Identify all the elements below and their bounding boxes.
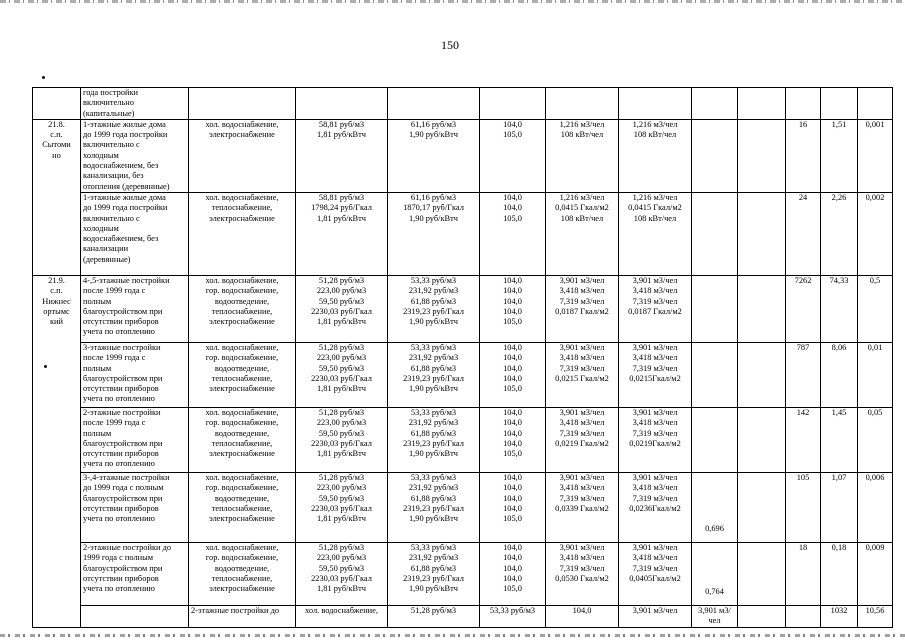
page-number: 150 [441, 38, 459, 52]
col10-cell [738, 407, 786, 472]
col13-cell: 0,002 [858, 192, 893, 275]
norm-2-cell: 1,216 м3/чел 0,0415 Гкал/м2 108 кВт/чел [619, 192, 692, 275]
tariff-2017-cell [388, 88, 480, 120]
tariff-2017-cell: 61,16 руб/м3 1870,17 руб/Гкал 1,90 руб/кВтч [388, 192, 480, 275]
services-cell: хол. водоснабжение, гор. водоснабжение, водоотведение, теплоснабжение, электроснабжение [189, 542, 296, 605]
norm-1-cell: 3,901 м3/чел [619, 605, 692, 627]
tariff-2016-cell: 51,28 руб/м3 [388, 605, 480, 627]
col13-cell: 0,009 [858, 542, 893, 605]
category-cell: 4-,5-этажные постройки после 1999 года с полным благоустройством при отсутствии приборов учета по отоплению [81, 275, 189, 342]
tariff-2017-cell: 61,16 руб/м3 1,90 руб/кВтч [388, 119, 480, 192]
col11-cell: 105 [786, 472, 821, 542]
settlement-cell [81, 605, 189, 627]
norm-1-cell: 3,901 м3/чел 3,418 м3/чел 7,319 м3/чел 0,0219 Гкал/м2 [546, 407, 619, 472]
col10-cell [738, 342, 786, 407]
tariff-2017-cell: 53,33 руб/м3 231,92 руб/м3 61,88 руб/м3 2319,23 руб/Гкал 1,90 руб/кВтч [388, 275, 480, 342]
category-cell: 2-этажные постройки после 1999 года с полным благоустройством при отсутствии приборов учета по отоплению [81, 407, 189, 472]
extra-cell: 0,764 [692, 542, 738, 605]
norm-2-cell: 3,901 м3/чел 3,418 м3/чел 7,319 м3/чел 0,0215Гкал/м2 [619, 342, 692, 407]
norm-1-cell: 3,901 м3/чел 3,418 м3/чел 7,319 м3/чел 0,0187 Гкал/м2 [546, 275, 619, 342]
index-cell: 104,0 104,0 104,0 104,0 105,0 [480, 407, 546, 472]
services-cell: хол. водоснабжение, гор. водоснабжение, водоотведение, теплоснабжение, электроснабжение [189, 407, 296, 472]
services-cell: хол. водоснабжение, теплоснабжение, электроснабжение [189, 192, 296, 275]
tariff-table [32, 87, 893, 628]
tariff-2017-cell: 53,33 руб/м3 231,92 руб/м3 61,88 руб/м3 2319,23 руб/Гкал 1,90 руб/кВтч [388, 472, 480, 542]
index-cell: 104,0 104,0 104,0 104,0 105,0 [480, 275, 546, 342]
norm-2-cell: 3,901 м3/чел 3,418 м3/чел 7,319 м3/чел 0,0236Гкал/м2 [619, 472, 692, 542]
tariff-2016-cell: 58,81 руб/м3 1,81 руб/кВтч [296, 119, 388, 192]
col12-cell: 8,06 [821, 342, 858, 407]
col11-cell: 7262 [786, 275, 821, 342]
extra-cell [738, 605, 786, 627]
col12-cell: 74,33 [821, 275, 858, 342]
table-row [33, 119, 893, 192]
norm-2-cell [619, 88, 692, 120]
col11-cell: 16 [786, 119, 821, 192]
table-row [33, 342, 893, 407]
col13-cell: 0,01 [858, 342, 893, 407]
norm-1-cell: 3,901 м3/чел 3,418 м3/чел 7,319 м3/чел 0,0339 Гкал/м2 [546, 472, 619, 542]
tariff-2016-cell: 58,81 руб/м3 1798,24 руб/Гкал 1,81 руб/кВтч [296, 192, 388, 275]
norm-1-cell [546, 88, 619, 120]
services-cell: хол. водоснабжение, гор. водоснабжение, водоотведение, теплоснабжение, электроснабжение [189, 472, 296, 542]
tariff-2017-cell: 53,33 руб/м3 231,92 руб/м3 61,88 руб/м3 2319,23 руб/Гкал 1,90 руб/кВтч [388, 407, 480, 472]
norm-1-cell: 3,901 м3/чел 3,418 м3/чел 7,319 м3/чел 0,0530 Гкал/м2 [546, 542, 619, 605]
extra-cell [692, 407, 738, 472]
col10-cell [738, 119, 786, 192]
table-row [33, 407, 893, 472]
table-row [33, 88, 893, 120]
col13-cell: 0,006 [858, 472, 893, 542]
services-cell: хол. водоснабжение, [296, 605, 388, 627]
settlement-cell: 21.8. с.п. Сытоми но [33, 119, 81, 275]
col12-cell: 1,51 [821, 119, 858, 192]
index-cell: 104,0 104,0 104,0 104,0 105,0 [480, 342, 546, 407]
norm-1-cell: 3,901 м3/чел 3,418 м3/чел 7,319 м3/чел 0,0215 Гкал/м2 [546, 342, 619, 407]
col13-cell [858, 88, 893, 120]
col11-cell: 787 [786, 342, 821, 407]
settlement-cell [33, 88, 81, 120]
norm-2-cell: 3,901 м3/чел [692, 605, 738, 627]
extra-cell [692, 275, 738, 342]
norm-1-cell: 1,216 м3/чел 108 кВт/чел [546, 119, 619, 192]
scan-speck [42, 76, 45, 79]
category-cell: 1-этажные жилые дома до 1999 года постройки включительно с холодным водоснабжением, без канализации (деревянные) [81, 192, 189, 275]
col11-cell: 142 [786, 407, 821, 472]
col12-cell: 0,18 [821, 542, 858, 605]
index-cell: 104,0 105,0 [480, 119, 546, 192]
services-cell: хол. водоснабжение, гор. водоснабжение, водоотведение, теплоснабжение, электроснабжение [189, 342, 296, 407]
col10-cell [738, 472, 786, 542]
category-cell: 2-этажные постройки до [189, 605, 296, 627]
norm-2-cell: 3,901 м3/чел 3,418 м3/чел 7,319 м3/чел 0,0219Гкал/м2 [619, 407, 692, 472]
table-row [33, 275, 893, 342]
table-row [33, 605, 893, 627]
index-cell: 104,0 104,0 104,0 104,0 105,0 [480, 472, 546, 542]
col10-cell [738, 275, 786, 342]
scan-edge-bottom [0, 634, 905, 637]
table-row [33, 472, 893, 542]
norm-2-cell: 1,216 м3/чел 108 кВт/чел [619, 119, 692, 192]
tariff-2016-cell: 51,28 руб/м3 223,00 руб/м3 59,50 руб/м3 2230,03 руб/Гкал 1,81 руб/кВтч [296, 342, 388, 407]
col10-cell [738, 542, 786, 605]
col11-cell: 1032 [821, 605, 858, 627]
tariff-2016-cell: 51,28 руб/м3 223,00 руб/м3 59,50 руб/м3 2230,03 руб/Гкал 1,81 руб/кВтч [296, 407, 388, 472]
norm-1-cell: 1,216 м3/чел 0,0415 Гкал/м2 108 кВт/чел [546, 192, 619, 275]
services-cell [189, 88, 296, 120]
tariff-2016-cell [296, 88, 388, 120]
settlement-cell: 21.9. с.п. Нижнес ортымс кий [33, 275, 81, 627]
col13-cell: 0,05 [858, 407, 893, 472]
extra-cell [692, 192, 738, 275]
extra-cell: 0,696 [692, 472, 738, 542]
tariff-2016-cell: 51,28 руб/м3 223,00 руб/м3 59,50 руб/м3 2230,03 руб/Гкал 1,81 руб/кВтч [296, 542, 388, 605]
norm-2-cell: 3,901 м3/чел 3,418 м3/чел 7,319 м3/чел 0,0187 Гкал/м2 [619, 275, 692, 342]
table-row [33, 542, 893, 605]
col12-cell: 1,45 [821, 407, 858, 472]
col11-cell: 24 [786, 192, 821, 275]
tariff-2017-cell: 53,33 руб/м3 231,92 руб/м3 61,88 руб/м3 2319,23 руб/Гкал 1,90 руб/кВтч [388, 342, 480, 407]
index-cell: 104,0 104,0 105,0 [480, 192, 546, 275]
index-cell: 104,0 [546, 605, 619, 627]
col13-cell: 0,001 [858, 119, 893, 192]
col12-cell [821, 88, 858, 120]
col11-cell: 18 [786, 542, 821, 605]
norm-2-cell: 3,901 м3/чел 3,418 м3/чел 7,319 м3/чел 0,0405Гкал/м2 [619, 542, 692, 605]
col12-cell: 1,07 [821, 472, 858, 542]
col10-cell [786, 605, 821, 627]
category-cell: 2-этажные постройки до 1999 года с полным благоустройством при отсутствии приборов учета по отоплению [81, 542, 189, 605]
extra-cell [692, 88, 738, 120]
tariff-2016-cell: 51,28 руб/м3 223,00 руб/м3 59,50 руб/м3 2230,03 руб/Гкал 1,81 руб/кВтч [296, 275, 388, 342]
scan-edge-top [0, 0, 905, 3]
tariff-2017-cell: 53,33 руб/м3 [480, 605, 546, 627]
services-cell: хол. водоснабжение, гор. водоснабжение, водоотведение, теплоснабжение, электроснабжение [189, 275, 296, 342]
col12-cell: 2,26 [821, 192, 858, 275]
index-cell [480, 88, 546, 120]
category-cell: 3-,4-этажные постройки до 1999 года с полным благоустройством при отсутствии приборов учета по отоплению [81, 472, 189, 542]
table-row [33, 192, 893, 275]
services-cell: хол. водоснабжение, электроснабжение [189, 119, 296, 192]
col10-cell [738, 88, 786, 120]
category-cell: года постройки включительно (капитальные) [81, 88, 189, 120]
tariff-2016-cell: 51,28 руб/м3 223,00 руб/м3 59,50 руб/м3 2230,03 руб/Гкал 1,81 руб/кВтч [296, 472, 388, 542]
extra-cell [692, 342, 738, 407]
category-cell: 3-этажные постройки после 1999 года с полным благоустройством при отсутствии приборов учета по отоплению [81, 342, 189, 407]
tariff-2017-cell: 53,33 руб/м3 231,92 руб/м3 61,88 руб/м3 2319,23 руб/Гкал 1,90 руб/кВтч [388, 542, 480, 605]
category-cell: 1-этажные жилые дома до 1999 года постройки включительно с холодным водоснабжением, без канализации, без отопления (деревянные) [81, 119, 189, 192]
col13-cell: 0,5 [858, 275, 893, 342]
col11-cell [786, 88, 821, 120]
col12-cell: 10,56 [858, 605, 893, 627]
col10-cell [738, 192, 786, 275]
extra-cell [692, 119, 738, 192]
index-cell: 104,0 104,0 104,0 104,0 105,0 [480, 542, 546, 605]
